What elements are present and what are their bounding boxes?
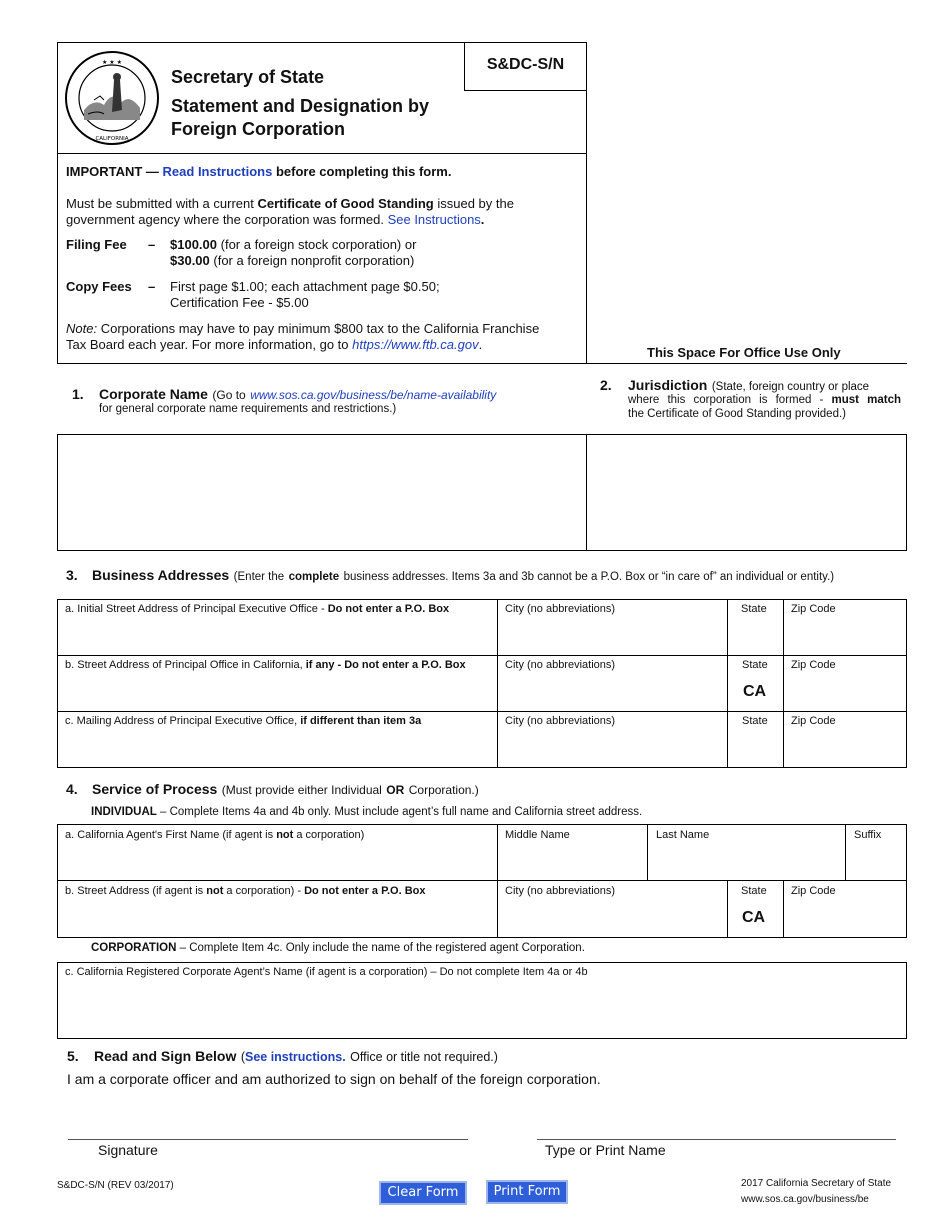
address-a-label: a. Initial Street Address of Principal Executive Office - Do not enter a P.O. Box — [65, 603, 450, 615]
section2-line2: where this corporation is formed - must match — [628, 394, 901, 406]
svg-text:★ ★ ★: ★ ★ ★ — [102, 59, 122, 66]
corporation-instructions: CORPORATION – Complete Item 4c. Only include the name of the registered agent Corporation. — [91, 942, 585, 954]
address-a-zip-label: Zip Code — [791, 603, 836, 615]
address-b-street-field[interactable] — [58, 674, 496, 710]
agent-zip-label: Zip Code — [791, 885, 836, 897]
jurisdiction-field[interactable] — [588, 435, 906, 550]
name-jurisdiction-divider — [586, 434, 587, 551]
section1-subtext: for general corporate name requirements and restrictions.) — [99, 403, 397, 415]
agent-col-divider — [727, 880, 728, 938]
address-b-city-field[interactable] — [498, 674, 726, 710]
address-a-state-field[interactable] — [728, 618, 782, 654]
form-title-line1: Statement and Designation by — [171, 96, 430, 116]
form-title-line2: Foreign Corporation — [171, 119, 345, 139]
section5-instructions-link[interactable]: See instructions. — [244, 1050, 346, 1064]
address-b-zip-label: Zip Code — [791, 659, 836, 671]
section1-heading: Corporate Name (Go to www.sos.ca.gov/business/be/name-availability — [99, 386, 497, 402]
office-use-label: This Space For Office Use Only — [647, 345, 841, 360]
individual-instructions: INDIVIDUAL – Complete Items 4a and 4b only. Must include agent’s full name and California street address. — [91, 806, 643, 818]
address-b-city-label: City (no abbreviations) — [505, 659, 616, 671]
address-c-zip-label: Zip Code — [791, 715, 836, 727]
agent-state-label: State — [741, 885, 767, 897]
note-line1: Note: Corporations may have to pay minimum $800 tax to the California Franchise — [66, 321, 540, 336]
agent-street-label: b. Street Address (if agent is not a corporation) - Do not enter a P.O. Box — [65, 885, 426, 897]
agent-last-name-label: Last Name — [656, 829, 710, 841]
print-name-field[interactable] — [537, 1110, 896, 1138]
copy-fees-dash: – — [148, 279, 156, 294]
read-instructions-link[interactable]: Read Instructions — [162, 164, 273, 179]
address-a-zip-field[interactable] — [784, 618, 906, 654]
important-line: IMPORTANT — Read Instructions before completing this form. — [66, 164, 452, 179]
copy-fees-label: Copy Fees — [66, 279, 132, 294]
filing-fee-dash: – — [148, 237, 156, 252]
state-seal-icon — [64, 50, 160, 146]
address-a-state-label: State — [741, 603, 767, 615]
agent-corporation-label: c. California Registered Corporate Agent’s Name (if agent is a corporation) – Do not complete Item 4a or 4b — [65, 966, 588, 978]
agent-last-name-field[interactable] — [648, 844, 844, 879]
section4-number: 4. — [66, 781, 78, 797]
address-c-state-field[interactable] — [728, 730, 782, 766]
address-c-zip-field[interactable] — [784, 730, 906, 766]
agent-first-name-field[interactable] — [58, 844, 496, 879]
section3-heading: Business Addresses (Enter the complete business addresses. Items 3a and 3b cannot be a P.O. Box or “in care of” an individual or entity.) — [92, 567, 835, 583]
website: www.sos.ca.gov/business/be — [741, 1194, 869, 1205]
ftb-link[interactable]: https://www.ftb.ca.gov — [352, 337, 479, 352]
address-a-city-label: City (no abbreviations) — [505, 603, 616, 615]
form-revision: S&DC-S/N (REV 03/2017) — [57, 1180, 174, 1191]
signature-line — [68, 1139, 468, 1140]
office-use-divider — [587, 363, 907, 364]
agent-city-field[interactable] — [498, 900, 726, 937]
svg-text:CALIFORNIA: CALIFORNIA — [95, 136, 129, 142]
agent-suffix-field[interactable] — [846, 844, 906, 879]
see-instructions-link[interactable]: See Instructions — [387, 212, 481, 227]
copyright: 2017 California Secretary of State — [741, 1178, 892, 1189]
section5-number: 5. — [67, 1048, 79, 1064]
address-b-zip-field[interactable] — [784, 674, 906, 710]
must-submit-line2: government agency where the corporation was formed. See Instructions. — [66, 212, 485, 227]
agent-state-value: CA — [742, 909, 766, 926]
section2-number: 2. — [600, 377, 612, 393]
print-form-button[interactable]: Print Form — [486, 1180, 568, 1204]
address-b-label: b. Street Address of Principal Office in California, if any - Do not enter a P.O. Box — [65, 659, 466, 671]
signature-field[interactable] — [68, 1110, 468, 1138]
print-name-label: Type or Print Name — [545, 1142, 666, 1158]
address-b-state-value: CA — [743, 683, 767, 700]
address-row-divider — [57, 655, 907, 656]
address-b-state-label: State — [742, 659, 768, 671]
clear-form-button[interactable]: Clear Form — [379, 1181, 467, 1205]
agent-middle-name-label: Middle Name — [505, 829, 570, 841]
agent-middle-name-field[interactable] — [498, 844, 646, 879]
fee-line1: $100.00 (for a foreign stock corporation) or — [170, 237, 417, 252]
corporate-name-field[interactable] — [58, 435, 585, 550]
agent-zip-field[interactable] — [784, 900, 906, 937]
address-c-label: c. Mailing Address of Principal Executive Office, if different than item 3a — [65, 715, 422, 727]
authorization-statement: I am a corporate officer and am authorized to sign on behalf of the foreign corporation. — [67, 1071, 601, 1087]
filing-fee-label: Filing Fee — [66, 237, 127, 252]
address-c-street-field[interactable] — [58, 730, 496, 766]
address-c-state-label: State — [742, 715, 768, 727]
address-a-street-field[interactable] — [58, 618, 496, 654]
address-c-city-label: City (no abbreviations) — [505, 715, 616, 727]
address-row-divider — [57, 711, 907, 712]
must-submit-line1: Must be submitted with a current Certificate of Good Standing issued by the — [66, 196, 514, 211]
section2-line3: the Certificate of Good Standing provided.) — [628, 408, 846, 420]
agent-city-label: City (no abbreviations) — [505, 885, 616, 897]
section2-heading: Jurisdiction (State, foreign country or place — [628, 377, 870, 393]
form-code: S&DC-S/N — [486, 56, 565, 73]
fee-line2: $30.00 (for a foreign nonprofit corporation) — [170, 253, 415, 268]
section3-number: 3. — [66, 567, 78, 583]
name-availability-link[interactable]: www.sos.ca.gov/business/be/name-availability — [250, 388, 497, 402]
copy-fees-line2: Certification Fee - $5.00 — [170, 295, 309, 310]
signature-label: Signature — [98, 1142, 158, 1158]
print-name-line — [537, 1139, 896, 1140]
note-line2: Tax Board each year. For more information, go to https://www.ftb.ca.gov. — [66, 337, 483, 352]
agent-street-field[interactable] — [58, 900, 496, 937]
agent-first-name-label: a. California Agent's First Name (if agent is not a corporation) — [65, 829, 365, 841]
address-c-city-field[interactable] — [498, 730, 726, 766]
agency-name: Secretary of State — [171, 67, 325, 87]
address-a-city-field[interactable] — [498, 618, 726, 654]
agent-corporation-field[interactable] — [58, 981, 906, 1038]
section5-heading: Read and Sign Below (See instructions. Office or title not required.) — [94, 1048, 498, 1064]
copy-fees-line1: First page $1.00; each attachment page $0.50; — [170, 279, 440, 294]
agent-suffix-label: Suffix — [854, 829, 882, 841]
section1-number: 1. — [72, 386, 84, 402]
agent-row-divider — [57, 880, 907, 881]
section4-heading: Service of Process (Must provide either Individual OR Corporation.) — [92, 781, 479, 797]
